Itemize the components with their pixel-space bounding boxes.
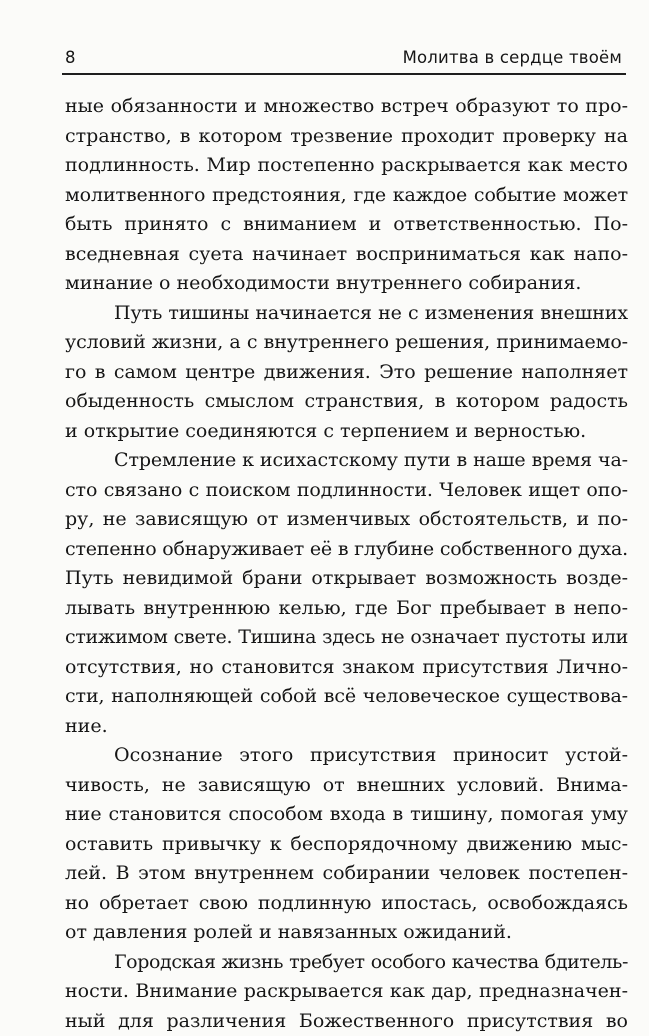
text-line: Путь тишины начинается не с изменения внешних — [65, 299, 628, 329]
text-line: Стремление к исихастскому пути в наше время ча- — [65, 446, 628, 476]
text-line: ние. — [65, 712, 628, 742]
text-line: чивость, не зависящую от внешних условий. Внима- — [65, 771, 628, 801]
text-line: и открытие соединяются с терпением и верностью. — [65, 417, 628, 447]
page-number: 8 — [65, 48, 76, 67]
text-line: вседневная суета начинает восприниматься как напо- — [65, 240, 628, 270]
text-line: степенно обнаруживает её в глубине собственного духа. — [65, 535, 628, 565]
text-line: ные обязанности и множество встреч образуют то про- — [65, 92, 628, 122]
text-line: от давления ролей и навязанных ожиданий. — [65, 918, 628, 948]
text-line: оставить привычку к беспорядочному движению мыс- — [65, 830, 628, 860]
text-line: молитвенного предстояния, где каждое событие может — [65, 181, 628, 211]
text-line: Путь невидимой брани открывает возможность возде- — [65, 564, 628, 594]
text-line: ние становится способом входа в тишину, помогая уму — [65, 800, 628, 830]
text-line: стижимом свете. Тишина здесь не означает пустоты или — [65, 623, 628, 653]
text-line: отсутствия, но становится знаком присутствия Лично- — [65, 653, 628, 683]
body-text — [65, 92, 628, 1036]
text-line: ности. Внимание раскрывается как дар, предназначен- — [65, 977, 628, 1007]
text-line: лывать внутреннюю келью, где Бог пребывает в непо- — [65, 594, 628, 624]
page-header — [62, 44, 626, 74]
text-line: но обретает свою подлинную ипостась, освобождаясь — [65, 889, 628, 919]
text-line: лей. В этом внутреннем собирании человек постепен- — [65, 859, 628, 889]
text-line: обыденность смыслом странствия, в котором радость — [65, 387, 628, 417]
text-line: подлинность. Мир постепенно раскрывается как место — [65, 151, 628, 181]
text-line: странство, в котором трезвение проходит проверку на — [65, 122, 628, 152]
text-line: ру, не зависящую от изменчивых обстоятельств, и по- — [65, 505, 628, 535]
text-line: быть принято с вниманием и ответственностью. По- — [65, 210, 628, 240]
text-line: ный для различения Божественного присутствия во — [65, 1007, 628, 1036]
header-rule — [62, 73, 626, 75]
text-line: условий жизни, а с внутреннего решения, принимаемо- — [65, 328, 628, 358]
text-line: сти, наполняющей собой всё человеческое существова- — [65, 682, 628, 712]
text-line: минание о необходимости внутреннего собирания. — [65, 269, 628, 299]
text-line: Осознание этого присутствия приносит устой- — [65, 741, 628, 771]
text-line: сто связано с поиском подлинности. Человек ищет опо- — [65, 476, 628, 506]
text-line: Городская жизнь требует особого качества бдитель- — [65, 948, 628, 978]
running-title: Молитва в сердце твоём — [403, 48, 622, 67]
text-line: го в самом центре движения. Это решение наполняет — [65, 358, 628, 388]
